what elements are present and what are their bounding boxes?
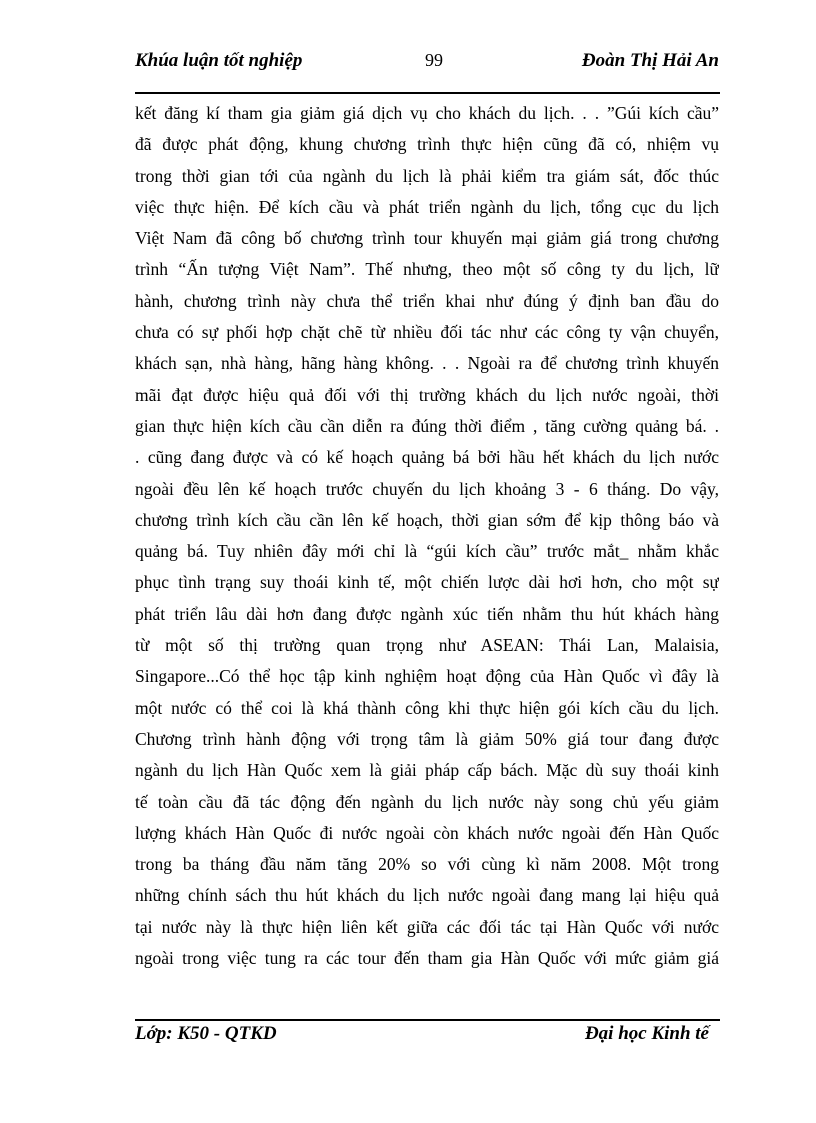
text-line: ngoài đều lên kế hoạch trước chuyến du lịch khoảng 3 - 6 tháng. Do vậy, bbox=[135, 478, 719, 499]
text-line: phục tình trạng suy thoái kinh tế, một chiến lược dài hơi hơn, cho một sự bbox=[135, 572, 719, 593]
text-line: trong ba tháng đầu năm tăng 20% so với cùng kì năm 2008. Một trong bbox=[135, 854, 719, 875]
footer-divider bbox=[135, 1019, 720, 1021]
university-name: Đại học Kinh tế bbox=[584, 1023, 709, 1044]
text-line: gian thực hiện kích cầu cần diễn ra đúng thời điểm , tăng cường quảng bá. . bbox=[135, 415, 719, 436]
text-line: khách sạn, nhà hàng, hãng hàng không. . . Ngoài ra để chương trình khuyến bbox=[135, 353, 719, 374]
text-line: những chính sách thu hút khách du lịch nước ngoài đang mang lại hiệu quả bbox=[135, 885, 719, 906]
text-line: chưa có sự phối hợp chặt chẽ từ nhiều đối tác như các công ty vận chuyển, bbox=[135, 322, 719, 343]
page-header bbox=[135, 46, 719, 76]
text-line: trình “Ấn tượng Việt Nam”. Thế nhưng, theo một số công ty du lịch, lữ bbox=[135, 259, 719, 280]
text-line: chương trình kích cầu cần lên kế hoạch, thời gian sớm để kịp thông báo và bbox=[135, 509, 719, 530]
text-line: . cũng đang được và có kế hoạch quảng bá bởi hầu hết khách du lịch nước bbox=[135, 447, 719, 468]
text-line: từ một số thị trường quan trọng như ASEAN: Thái Lan, Malaisia, bbox=[135, 635, 719, 656]
text-line: ngoài trong việc tung ra các tour đến tham gia Hàn Quốc với mức giảm giá bbox=[135, 948, 719, 969]
page-footer bbox=[135, 1023, 719, 1053]
class-label: Lớp: K50 - QTKD bbox=[135, 1023, 277, 1044]
header-divider bbox=[135, 92, 720, 94]
text-line: một nước có thể coi là khá thành công khi thực hiện gói kích cầu du lịch. bbox=[135, 697, 719, 718]
text-line: mãi đạt được hiệu quả đối với thị trường khách du lịch nước ngoài, thời bbox=[135, 384, 719, 405]
text-line: đã được phát động, khung chương trình thực hiện cũng đã có, nhiệm vụ bbox=[135, 134, 719, 155]
text-line: quảng bá. Tuy nhiên đây mới chỉ là “gúi kích cầu” trước mắt_ nhằm khắc bbox=[135, 541, 719, 562]
text-line: hành, chương trình này chưa thể triển khai như đúng ý định ban đầu do bbox=[135, 290, 719, 311]
page-number: 99 bbox=[425, 50, 443, 70]
text-line: tế toàn cầu đã tác động đến ngành du lịch nước này song chủ yếu giảm bbox=[135, 791, 719, 812]
text-line: lượng khách Hàn Quốc đi nước ngoài còn khách nước ngoài đến Hàn Quốc bbox=[135, 822, 719, 843]
text-line: việc thực hiện. Để kích cầu và phát triển ngành du lịch, tổng cục du lịch bbox=[135, 196, 719, 217]
text-line: Chương trình hành động với trọng tâm là giảm 50% giá tour đang được bbox=[135, 728, 719, 749]
text-line: kết đăng kí tham gia giảm giá dịch vụ cho khách du lịch. . . ”Gúi kích cầu” bbox=[135, 103, 719, 123]
text-line: ngành du lịch Hàn Quốc xem là giải pháp cấp bách. Mặc dù suy thoái kinh bbox=[135, 760, 719, 781]
author-name: Đoàn Thị Hải An bbox=[581, 50, 719, 71]
text-line: tại nước này là thực hiện liên kết giữa các đối tác tại Hàn Quốc với nước bbox=[135, 916, 719, 937]
body-text bbox=[135, 98, 719, 974]
thesis-title: Khúa luận tốt nghiệp bbox=[135, 50, 303, 71]
text-line: phát triển lâu dài hơn đang được ngành xúc tiến nhằm thu hút khách hàng bbox=[135, 603, 719, 624]
text-line: trong thời gian tới của ngành du lịch là phải kiểm tra giám sát, đốc thúc bbox=[135, 165, 719, 186]
text-line: Việt Nam đã công bố chương trình tour khuyến mại giảm giá trong chương bbox=[135, 228, 719, 249]
text-line: Singapore...Có thể học tập kinh nghiệm hoạt động của Hàn Quốc vì đây là bbox=[135, 666, 719, 687]
